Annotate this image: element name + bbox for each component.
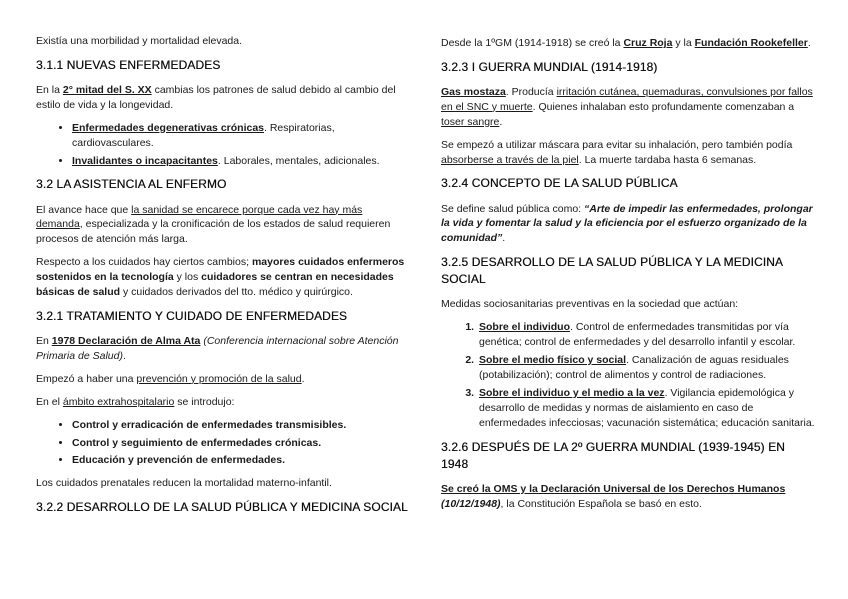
paragraph xyxy=(36,83,410,113)
paragraph-text: Los cuidados prenatales reducen la mortalidad materno-infantil. xyxy=(36,477,332,490)
emphasis-text: Sobre el individuo xyxy=(479,321,571,334)
text: , la Constitución Española se basó en esto. xyxy=(500,497,702,510)
list-item xyxy=(72,154,410,169)
text: y cuidados derivados del tto. médico y quirúrgico. xyxy=(120,286,353,299)
text: y los xyxy=(173,271,202,284)
list-item xyxy=(477,353,815,383)
text: Respecto a los cuidados hay ciertos cambios; xyxy=(36,256,252,269)
text: . Vigilancia epidemológica y desarrollo de medidas y normas de aislamiento en caso de enfermedades infecciosas; vacunación sistemática; educación sanitaria. xyxy=(479,386,815,429)
emphasis-text: Se creó la OMS y la Declaración Universal de los Derechos Humanos xyxy=(441,482,786,495)
emphasis-text: 1978 Declaración de Alma Ata xyxy=(51,334,201,347)
section-heading-3-1-1: 3.1.1 NUEVAS ENFERMEDADES xyxy=(36,57,221,72)
emphasis-text: Gas mostaza xyxy=(441,85,506,98)
text: Se empezó a utilizar máscara para evitar su inhalación, pero también podía xyxy=(441,138,793,151)
date-text: (10/12/1948) xyxy=(441,497,501,510)
paragraph xyxy=(36,255,410,300)
paragraph xyxy=(441,36,815,51)
text: Empezó a haber una xyxy=(36,372,137,385)
section-heading-3-2-5: 3.2.5 DESARROLLO DE LA SALUD PÚBLICA Y LA MEDICINA SOCIAL xyxy=(441,255,783,287)
paragraph xyxy=(441,297,815,312)
list-item xyxy=(72,453,410,468)
underlined-text: prevención y promoción de la salud xyxy=(136,372,302,385)
bold-text: Control y erradicación de enfermedades transmisibles. xyxy=(72,418,347,431)
emphasis-text: Cruz Roja xyxy=(623,37,673,49)
paragraph-text: Existía una morbilidad y mortalidad elevada. xyxy=(36,35,243,47)
emphasis-text: Invalidantes o incapacitantes xyxy=(72,154,218,167)
bold-text: mayores cuidados enfermeros sostenidos en la tecnología xyxy=(36,256,405,284)
text: El avance hace que xyxy=(36,203,132,216)
emphasis-text: Sobre el individuo y el medio a la vez xyxy=(479,386,665,399)
paragraph xyxy=(441,202,815,247)
text: . xyxy=(807,37,811,49)
emphasis-text: Fundación Rookefeller xyxy=(694,37,808,49)
text: . Canalización de aguas residuales (potabilización); control de alimentos y control de radiaciones. xyxy=(479,354,789,381)
text: En xyxy=(36,334,52,347)
bold-text: Control y seguimiento de enfermedades crónicas. xyxy=(72,436,322,449)
list-item xyxy=(72,121,410,151)
underlined-text: absorberse a través de la piel xyxy=(441,153,579,166)
text: y la xyxy=(672,37,695,49)
paragraph xyxy=(441,482,815,512)
text: . Laborales, mentales, adicionales. xyxy=(217,154,380,167)
left-column xyxy=(36,34,410,525)
list-item xyxy=(477,386,815,431)
text: . Quienes inhalaban esto profundamente comenzaban a xyxy=(532,100,795,113)
paragraph xyxy=(36,476,410,491)
paragraph xyxy=(36,203,410,248)
bold-text: cuidadores se centran en necesidades básicas de salud xyxy=(36,271,394,299)
underlined-text: la sanidad se encarece porque cada vez hay más demanda xyxy=(36,203,363,231)
text: cambias los patrones de salud debido al cambio del estilo de vida y la longevidad. xyxy=(36,83,396,111)
section-heading-3-2-1: 3.2.1 TRATAMIENTO Y CUIDADO DE ENFERMEDADES xyxy=(36,308,348,323)
emphasis-text: 2° mitad del S. XX xyxy=(62,83,152,96)
text: . Respiratorias, cardiovasculares. xyxy=(72,121,335,149)
paragraph xyxy=(36,372,410,387)
text: En la xyxy=(36,83,63,96)
text: . xyxy=(301,372,305,385)
underlined-text: toser sangre xyxy=(441,115,500,128)
text: . xyxy=(502,232,506,245)
bullet-list xyxy=(36,121,410,169)
text: Desde la 1ºGM (1914-1918) se creó la xyxy=(441,37,624,49)
section-heading-3-2: 3.2 LA ASISTENCIA AL ENFERMO xyxy=(36,177,227,192)
text: , especializada y la cronificación de los estados de salud requieren procesos de atención más larga. xyxy=(36,218,391,246)
paragraph-text: Medidas sociosanitarias preventivas en la sociedad que actúan: xyxy=(441,298,739,311)
emphasis-text: Enfermedades degenerativas crónicas xyxy=(72,121,265,134)
paragraph xyxy=(441,85,815,130)
section-heading-3-2-4: 3.2.4 CONCEPTO DE LA SALUD PÚBLICA xyxy=(441,176,678,191)
text: . xyxy=(499,115,503,128)
right-column xyxy=(441,36,815,519)
underlined-text: irritación cutánea, quemaduras, convulsiones por fallos en el SNC y muerte xyxy=(441,85,813,113)
underlined-text: ámbito extrahospitalario xyxy=(62,395,175,408)
paragraph xyxy=(36,34,410,49)
numbered-list xyxy=(441,320,815,430)
text: . La muerte tardaba hasta 6 semanas. xyxy=(578,153,757,166)
text: . xyxy=(122,349,126,362)
list-item xyxy=(72,436,410,451)
emphasis-text: Sobre el medio físico y social xyxy=(479,354,627,366)
definition-quote: “Arte de impedir las enfermedades, prolongar la vida y fomentar la salud y la eficiencia por el esfuerzo organizado de la comunidad” xyxy=(441,202,813,245)
paragraph xyxy=(36,334,410,364)
list-item xyxy=(477,320,815,350)
text: Se define salud pública como: xyxy=(441,202,585,215)
italic-text: (Conferencia internacional sobre Atención Primaria de Salud) xyxy=(36,334,399,362)
text: se introdujo: xyxy=(174,395,235,408)
paragraph xyxy=(441,138,815,168)
text: En el xyxy=(36,395,63,408)
text: . Control de enfermedades transmitidas por vía genética; control de enfermedades y del desarrollo infantil y escolar. xyxy=(479,321,796,349)
section-heading-3-2-3: 3.2.3 I GUERRA MUNDIAL (1914-1918) xyxy=(441,59,658,74)
list-item xyxy=(72,418,410,433)
text: . Producía xyxy=(505,85,557,98)
paragraph xyxy=(36,395,410,410)
section-heading-3-2-2: 3.2.2 DESARROLLO DE LA SALUD PÚBLICA Y MEDICINA SOCIAL xyxy=(36,500,408,515)
bold-text: Educación y prevención de enfermedades. xyxy=(72,454,285,467)
section-heading-3-2-6: 3.2.6 DESPUÉS DE LA 2º GUERRA MUNDIAL (1939-1945) EN 1948 xyxy=(441,439,785,471)
bullet-list xyxy=(36,418,410,469)
